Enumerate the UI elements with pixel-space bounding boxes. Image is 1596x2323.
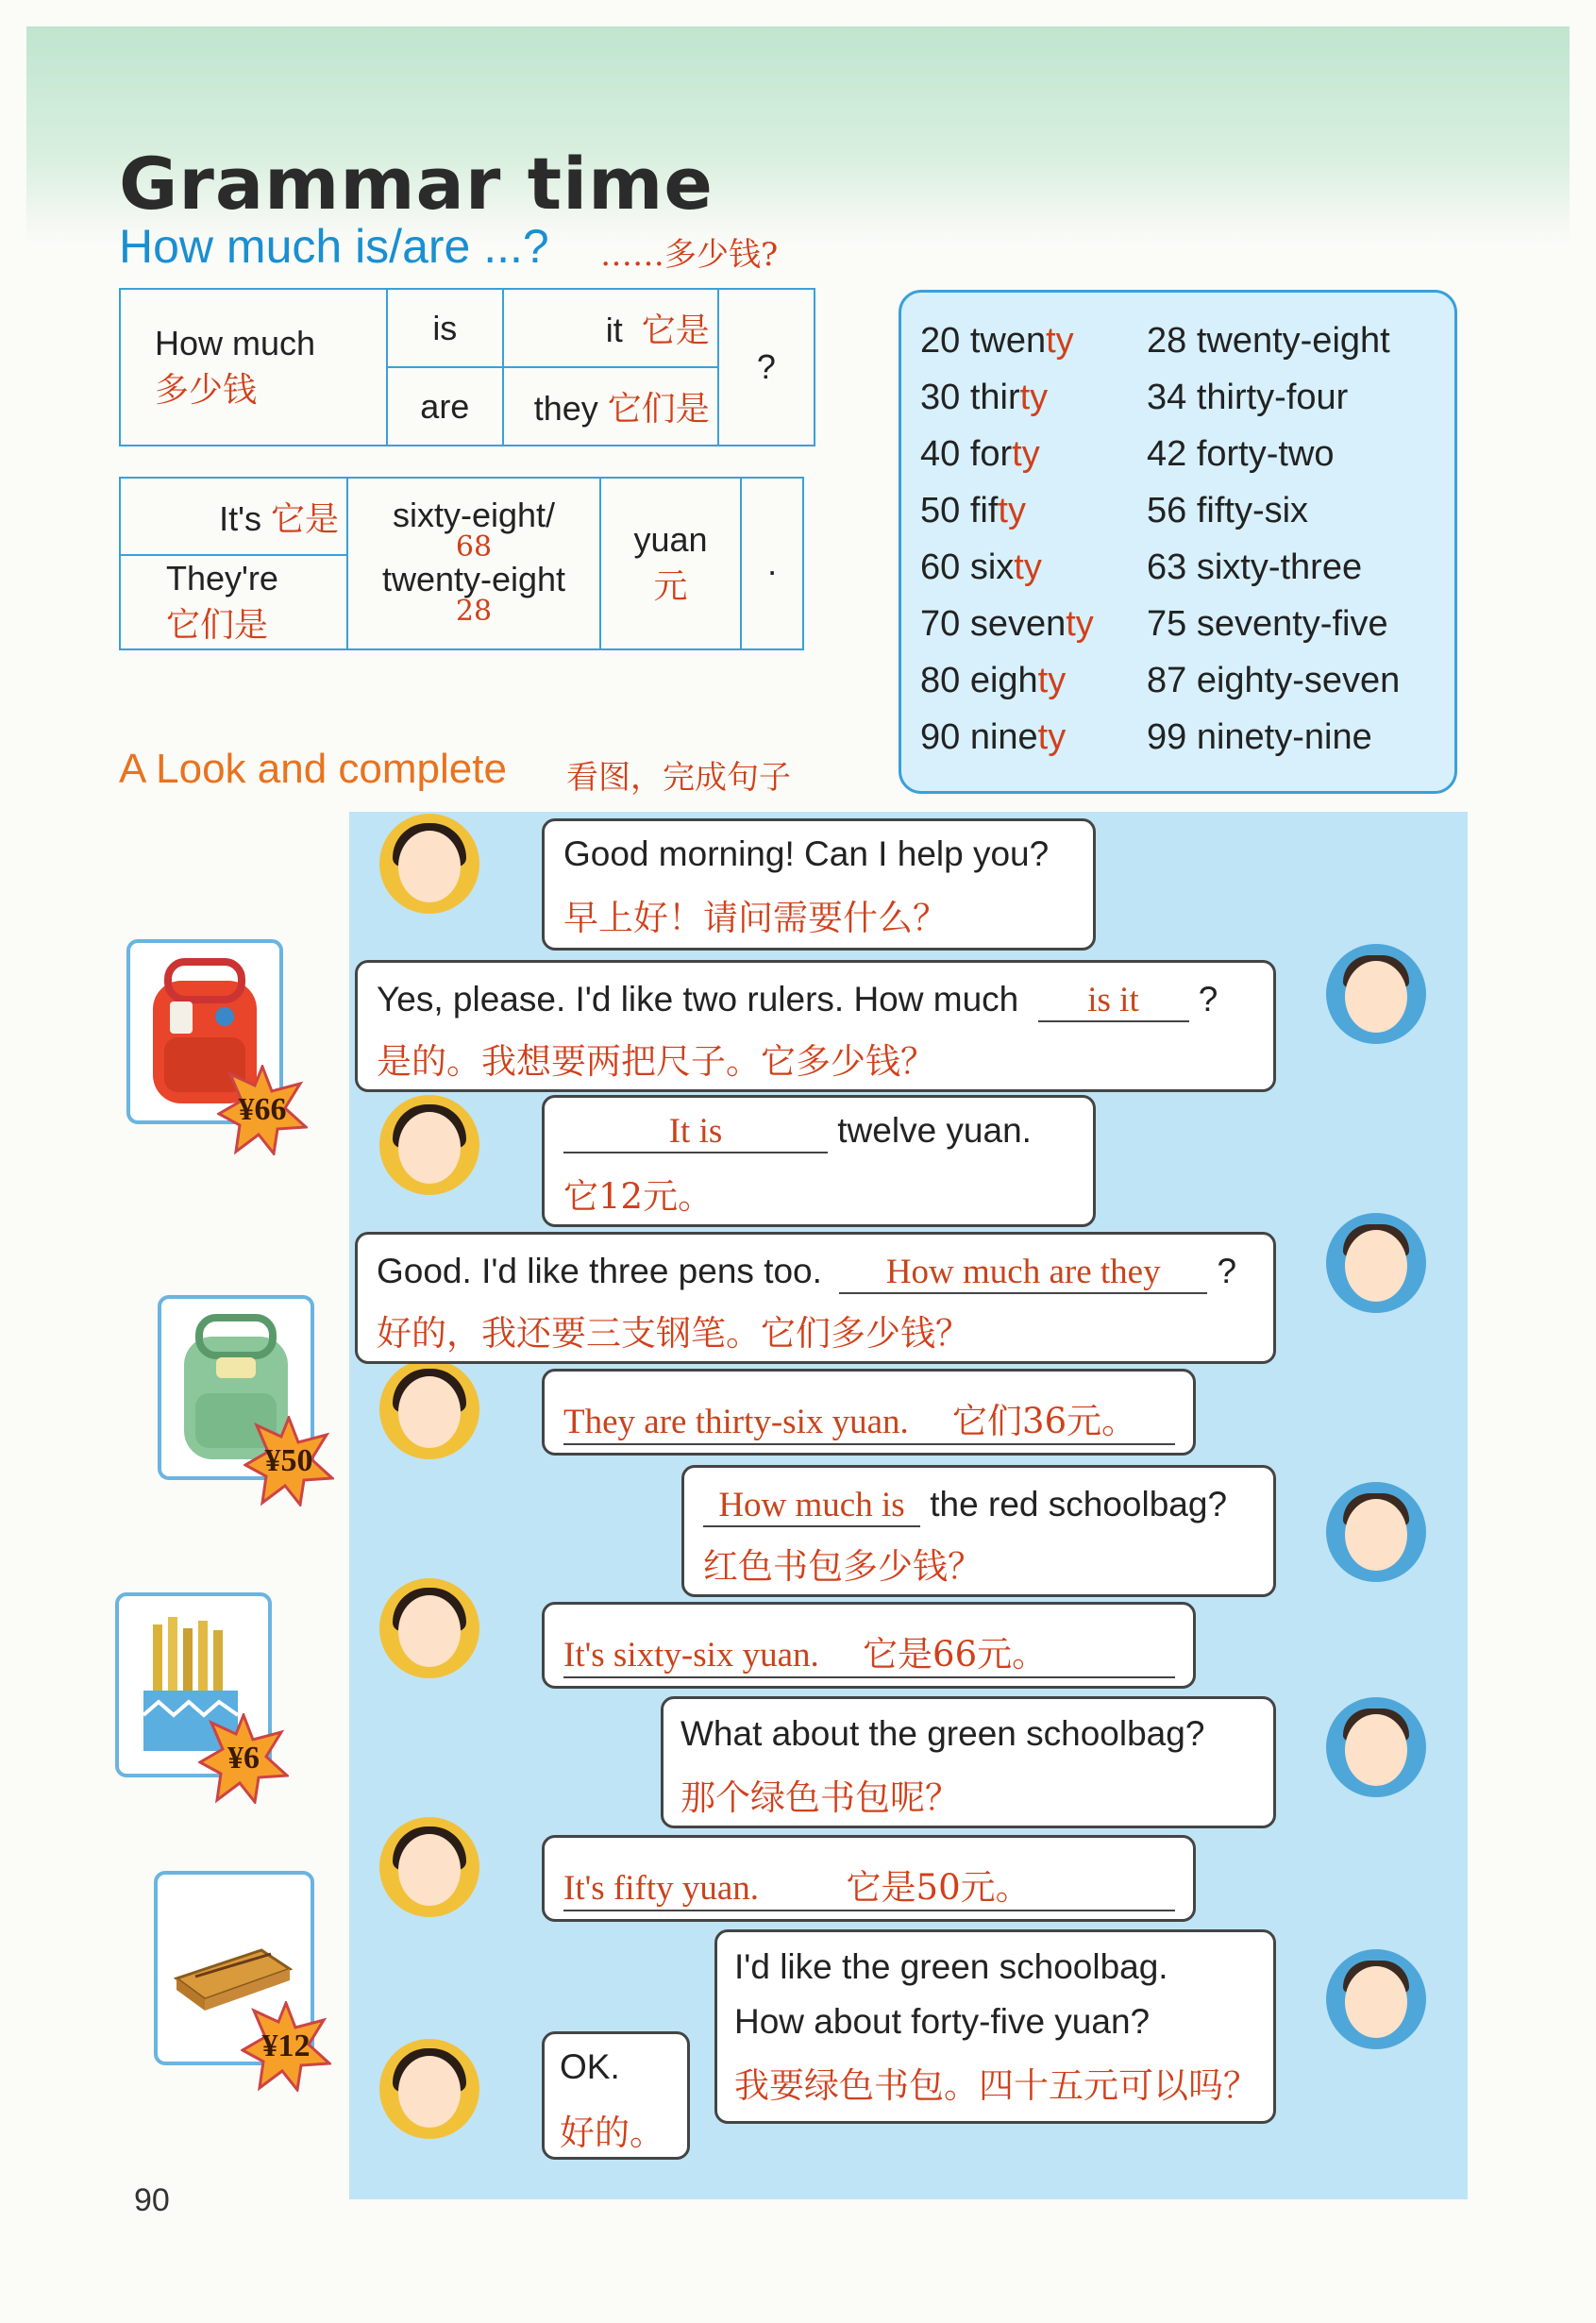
answer-blank[interactable]: is it — [1038, 980, 1189, 1022]
speech-bubble-6 — [681, 1465, 1276, 1597]
section-a-title: A Look and complete — [119, 746, 507, 792]
answer-blank[interactable]: It's sixty-six yuan. 它是66元。 — [563, 1625, 1175, 1678]
bubble-6-zh: 红色书包多少钱？ — [703, 1546, 983, 1587]
how-much-label: How much — [155, 323, 316, 362]
speech-bubble-1 — [542, 818, 1096, 951]
bubble-8-zh: 那个绿色书包呢？ — [680, 1777, 960, 1818]
boy-avatar — [1326, 1949, 1426, 2049]
it-cell — [503, 289, 718, 367]
speech-bubble-11 — [542, 2031, 690, 2160]
price-label: ¥50 — [264, 1443, 313, 1478]
bubble-2-zh: 是的。我想要两把尺子。它多少钱？ — [377, 1041, 935, 1082]
bubble-11-zh: 好的。 — [560, 2113, 664, 2153]
theyre-label: They're — [166, 558, 278, 598]
its-zh: 它是 — [271, 499, 340, 539]
number-90: 90 ninety — [920, 717, 1067, 757]
number-20: 20 twenty — [920, 321, 1074, 361]
number-42: 42 forty-two — [1147, 434, 1335, 474]
bubble-3-zh: 它12元。 — [563, 1176, 714, 1217]
its-label: It's — [219, 498, 262, 538]
bubble-10-en2: How about forty-five yuan? — [734, 2002, 1151, 2041]
speech-bubble-8 — [661, 1696, 1276, 1828]
bubble-2-en: Yes, please. I'd like two rulers. How much is it ? — [377, 980, 1218, 1022]
section-a-title-zh: 看图，完成句子 — [566, 759, 791, 797]
grammar-subtitle: How much is/are ...? — [119, 220, 549, 273]
girl-avatar — [379, 2039, 479, 2139]
number-34: 34 thirty-four — [1147, 378, 1349, 417]
answer-blank[interactable]: How much are they — [839, 1252, 1207, 1294]
price-label: ¥12 — [261, 2028, 311, 2063]
price-tag — [198, 1713, 289, 1804]
its-cell — [120, 478, 347, 555]
bubble-1-zh: 早上好！请问需要什么？ — [563, 898, 948, 938]
period-cell: . — [741, 478, 803, 649]
speech-bubble-5 — [542, 1369, 1196, 1456]
bubble-3-en: It is twelve yuan. — [563, 1111, 1032, 1153]
number-28: 28 twenty-eight — [1147, 321, 1390, 361]
number-60: 60 sixty — [920, 547, 1042, 587]
bubble-7-en — [563, 1625, 1175, 1678]
girl-avatar — [379, 814, 479, 914]
answer-blank[interactable]: It is — [563, 1111, 828, 1153]
bubble-11-en: OK. — [560, 2047, 620, 2086]
price-tag — [244, 1416, 334, 1507]
it-zh: 它是 — [641, 311, 710, 350]
bubble-8-en: What about the green schoolbag? — [680, 1714, 1205, 1753]
speech-bubble-10 — [714, 1929, 1276, 2124]
bubble-6-en: How much is the red schoolbag? — [703, 1485, 1227, 1527]
price-tag — [217, 1065, 308, 1155]
boy-avatar — [1326, 1697, 1426, 1797]
grammar-subtitle-zh: ……多少钱? — [600, 236, 779, 274]
sixty-eight-num: 68 — [455, 530, 493, 564]
grammar-table-answer — [119, 477, 804, 650]
boy-avatar — [1326, 1482, 1426, 1582]
they-zh: 它们是 — [607, 390, 710, 429]
girl-avatar — [379, 1578, 479, 1678]
answer-blank[interactable]: They are thirty-six yuan. 它们36元。 — [563, 1392, 1175, 1445]
girl-avatar — [379, 1095, 479, 1195]
number-99: 99 ninety-nine — [1147, 717, 1372, 757]
number-63: 63 sixty-three — [1147, 547, 1363, 587]
girl-avatar — [379, 1817, 479, 1917]
yuan-label: yuan — [633, 519, 708, 559]
speech-bubble-7 — [542, 1602, 1196, 1689]
sixty-eight-label: sixty-eight/ — [392, 496, 556, 534]
yuan-cell — [600, 478, 741, 649]
speech-bubble-4 — [355, 1232, 1276, 1364]
bubble-1-en: Good morning! Can I help you? — [563, 834, 1050, 873]
girl-avatar — [379, 1359, 479, 1459]
yuan-zh: 元 — [653, 566, 688, 606]
number-56: 56 fifty-six — [1147, 491, 1309, 530]
number-40: 40 forty — [920, 434, 1040, 474]
theyre-zh: 它们是 — [166, 605, 269, 645]
number-80: 80 eighty — [920, 661, 1067, 700]
number-75: 75 seventy-five — [1147, 604, 1388, 644]
bubble-4-en: Good. I'd like three pens too. How much are they ? — [377, 1252, 1236, 1294]
bubble-4-zh: 好的，我还要三支钢笔。它们多少钱？ — [377, 1313, 970, 1354]
answer-blank[interactable]: How much is — [703, 1485, 920, 1527]
question-mark-cell: ? — [718, 289, 815, 446]
speech-bubble-2 — [355, 960, 1276, 1092]
boy-avatar — [1326, 944, 1426, 1044]
are-cell: are — [387, 367, 503, 446]
numbers-box — [899, 290, 1457, 794]
bubble-10-zh: 我要绿色书包。四十五元可以吗？ — [734, 2065, 1258, 2106]
number-50: 50 fifty — [920, 491, 1026, 530]
price-label: ¥66 — [238, 1092, 287, 1127]
boy-avatar — [1326, 1213, 1426, 1313]
speech-bubble-9 — [542, 1835, 1196, 1922]
it-label: it — [605, 311, 623, 349]
bubble-5-en — [563, 1392, 1175, 1445]
they-label: they — [533, 389, 598, 428]
is-cell: is — [387, 289, 503, 367]
number-cell — [347, 478, 600, 649]
bubble-10-en1: I'd like the green schoolbag. — [734, 1947, 1168, 1986]
how-much-cell — [120, 289, 387, 446]
bubble-9-en — [563, 1859, 1175, 1911]
answer-blank[interactable]: It's fifty yuan. 它是50元。 — [563, 1859, 1175, 1911]
page-number: 90 — [134, 2182, 170, 2218]
number-87: 87 eighty-seven — [1147, 661, 1401, 700]
twenty-eight-num: 28 — [455, 595, 493, 628]
theyre-cell — [120, 555, 347, 649]
number-30: 30 thirty — [920, 378, 1049, 417]
they-cell — [503, 367, 718, 446]
speech-bubble-3 — [542, 1095, 1096, 1227]
twenty-eight-label: twenty-eight — [381, 560, 566, 598]
grammar-table-question — [119, 288, 815, 446]
price-tag — [241, 2001, 331, 2092]
price-label: ¥6 — [227, 1741, 260, 1776]
how-much-zh: 多少钱 — [155, 370, 258, 410]
page-title: Grammar time — [119, 142, 714, 226]
number-70: 70 seventy — [920, 604, 1094, 644]
